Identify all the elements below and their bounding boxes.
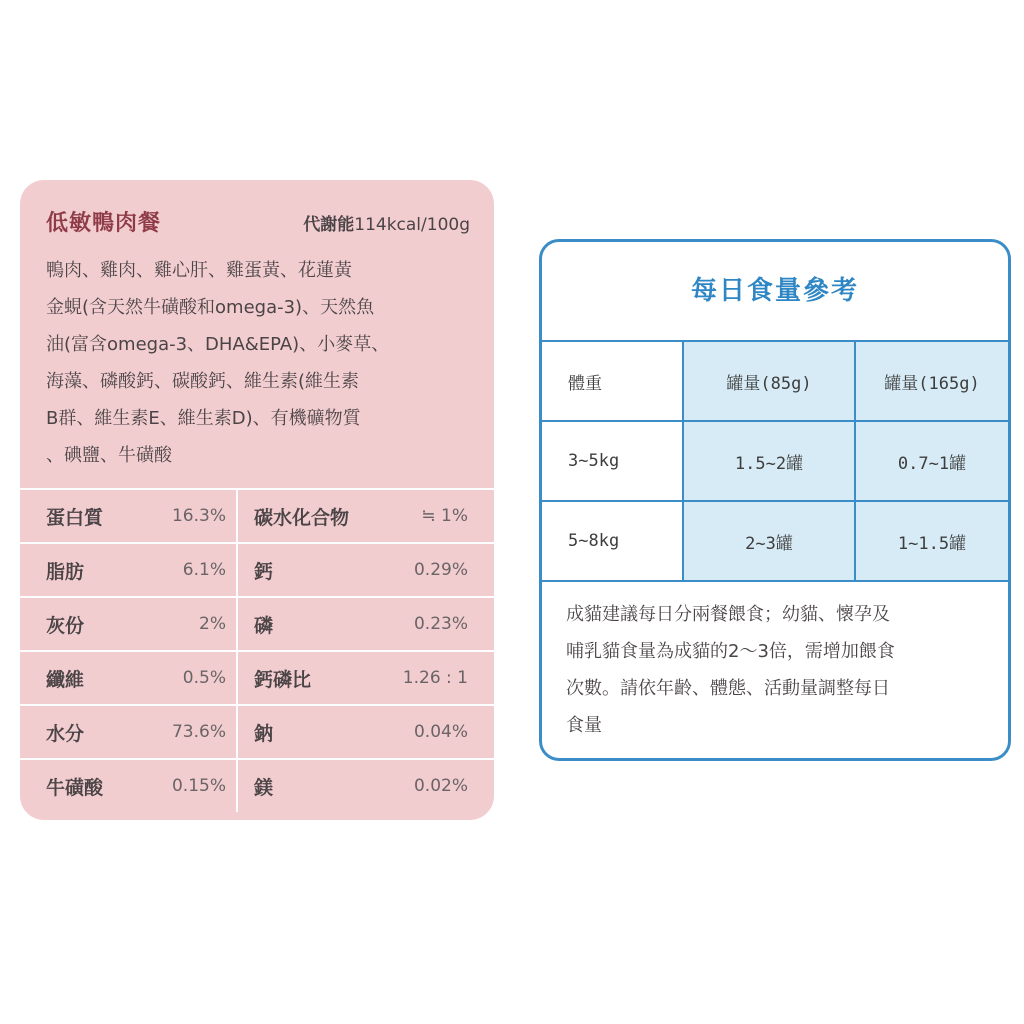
- feeding-note-line: 次數。請依年齡、體態、活動量調整每日: [566, 678, 890, 699]
- ingredients-line: B群、維生素E、維生素D)、有機礦物質: [46, 408, 361, 429]
- nutrient-value: 0.04%: [394, 705, 494, 759]
- feeding-note-line: 食量: [566, 715, 602, 736]
- ingredients-line: 金蜆(含天然牛磺酸和omega-3)、天然魚: [46, 297, 375, 318]
- nutrient-name: 鈣磷比: [237, 651, 394, 705]
- energy-value: 114kcal/100g: [354, 215, 470, 235]
- nutrition-row: [20, 597, 494, 651]
- product-info-card: [20, 180, 494, 820]
- energy-info: [303, 210, 470, 235]
- nutrient-name: 磷: [237, 597, 394, 651]
- feeding-row: [542, 501, 1008, 581]
- ingredients-list: [46, 252, 476, 474]
- nutrient-value: ≒ 1%: [394, 489, 494, 543]
- product-name: 低敏鴨肉餐: [46, 211, 162, 236]
- ingredients-line: 鴨肉、雞肉、雞心肝、雞蛋黃、花蓮黃: [46, 260, 352, 281]
- feeding-table: [542, 340, 1008, 582]
- feeding-note-line: 成貓建議每日分兩餐餵食；幼貓、懷孕及: [566, 604, 890, 625]
- nutrient-value: 0.29%: [394, 543, 494, 597]
- nutrient-value: 1.26 : 1: [394, 651, 494, 705]
- nutrient-value: 0.15%: [146, 759, 237, 812]
- weight-cell: 3~5kg: [542, 421, 683, 501]
- nutrient-name: 蛋白質: [20, 489, 146, 543]
- product-header: [46, 206, 470, 240]
- nutrient-value: 16.3%: [146, 489, 237, 543]
- amount-165g-cell: 1~1.5罐: [855, 501, 1008, 581]
- nutrient-value: 0.23%: [394, 597, 494, 651]
- header-weight: 體重: [542, 341, 683, 421]
- nutrient-name: 纖維: [20, 651, 146, 705]
- nutrient-value: 0.5%: [146, 651, 237, 705]
- nutrient-name: 碳水化合物: [237, 489, 394, 543]
- nutrient-value: 0.02%: [394, 759, 494, 812]
- amount-85g-cell: 2~3罐: [683, 501, 855, 581]
- nutrition-row: [20, 705, 494, 759]
- ingredients-line: 、碘鹽、牛磺酸: [46, 445, 172, 466]
- feeding-note-line: 哺乳貓食量為成貓的2～3倍，需增加餵食: [566, 641, 895, 662]
- nutrient-name: 灰份: [20, 597, 146, 651]
- feeding-note: [566, 596, 990, 744]
- nutrient-name: 鎂: [237, 759, 394, 812]
- ingredients-line: 油(富含omega-3、DHA&EPA)、小麥草、: [46, 334, 390, 355]
- feeding-guide-card: [539, 239, 1011, 761]
- feeding-row: [542, 421, 1008, 501]
- nutrient-value: 6.1%: [146, 543, 237, 597]
- nutrient-value: 2%: [146, 597, 237, 651]
- weight-cell: 5~8kg: [542, 501, 683, 581]
- nutrient-name: 水分: [20, 705, 146, 759]
- amount-165g-cell: 0.7~1罐: [855, 421, 1008, 501]
- energy-label: 代謝能: [303, 215, 355, 235]
- nutrition-row: [20, 759, 494, 812]
- nutrition-row: [20, 543, 494, 597]
- feeding-guide-title: 每日食量參考: [690, 276, 859, 306]
- nutrition-row: [20, 489, 494, 543]
- feeding-header-row: [542, 341, 1008, 421]
- nutrient-name: 鈣: [237, 543, 394, 597]
- nutrient-name: 脂肪: [20, 543, 146, 597]
- nutrition-row: [20, 651, 494, 705]
- nutrient-name: 鈉: [237, 705, 394, 759]
- header-can-165g: 罐量(165g): [855, 341, 1008, 421]
- nutrient-value: 73.6%: [146, 705, 237, 759]
- nutrition-table: [20, 488, 494, 812]
- nutrient-name: 牛磺酸: [20, 759, 146, 812]
- amount-85g-cell: 1.5~2罐: [683, 421, 855, 501]
- ingredients-line: 海藻、磷酸鈣、碳酸鈣、維生素(維生素: [46, 371, 360, 392]
- header-can-85g: 罐量(85g): [683, 341, 855, 421]
